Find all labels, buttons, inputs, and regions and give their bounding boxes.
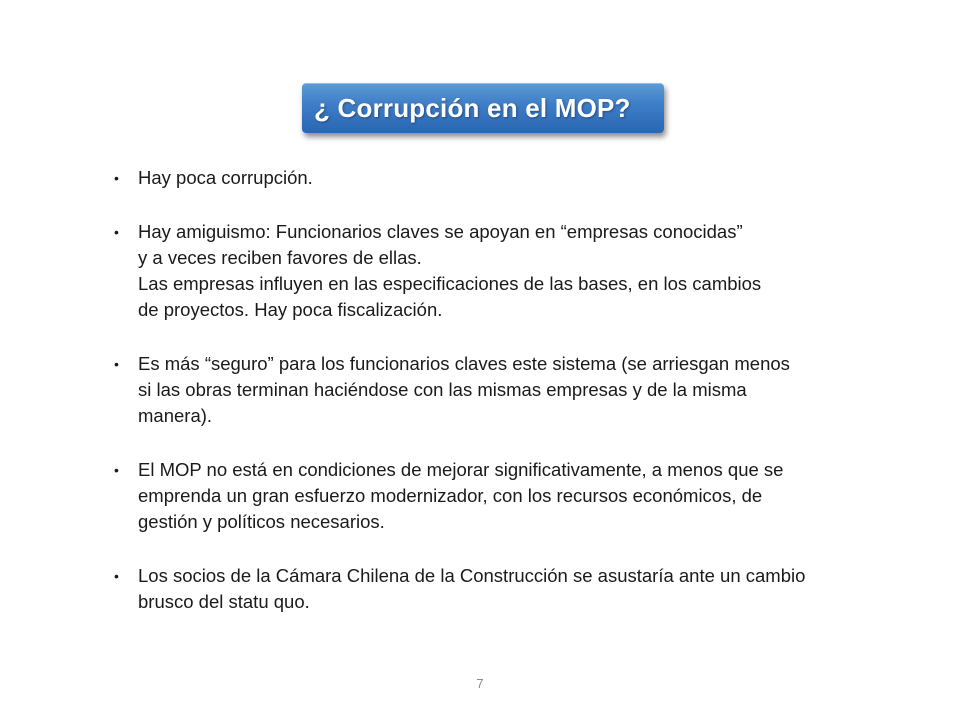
bullet-text-line: Hay amiguismo: Funcionarios claves se apoyan en “empresas conocidas” <box>138 221 743 242</box>
bullet-list <box>114 165 914 643</box>
bullet-icon: • <box>114 568 119 584</box>
bullet-text-line: si las obras terminan haciéndose con las mismas empresas y de la misma <box>138 379 747 400</box>
bullet-item-5 <box>114 563 914 615</box>
bullet-text-line: manera). <box>138 405 213 426</box>
bullet-item-3 <box>114 351 914 429</box>
bullet-text-line: Hay poca corrupción. <box>138 167 313 188</box>
bullet-text-line: gestión y políticos necesarios. <box>138 511 385 532</box>
slide-title: ¿ Corrupción en el MOP? <box>314 92 631 123</box>
bullet-text-line: Es más “seguro” para los funcionarios claves este sistema (se arriesgan menos <box>138 353 790 374</box>
bullet-icon: • <box>114 462 119 478</box>
bullet-item-2 <box>114 219 914 323</box>
bullet-item-1 <box>114 165 914 191</box>
bullet-icon: • <box>114 170 119 186</box>
bullet-text-line: emprenda un gran esfuerzo modernizador, con los recursos económicos, de <box>138 485 763 506</box>
bullet-text-line: Las empresas influyen en las especificaciones de las bases, en los cambios <box>138 273 762 294</box>
bullet-text-line: brusco del statu quo. <box>138 591 310 612</box>
bullet-icon: • <box>114 224 119 240</box>
bullet-text-line: El MOP no está en condiciones de mejorar significativamente, a menos que se <box>138 459 784 480</box>
bullet-text-line: y a veces reciben favores de ellas. <box>138 247 422 268</box>
page-number: 7 <box>476 676 484 691</box>
title-banner <box>302 83 664 133</box>
bullet-icon: • <box>114 356 119 372</box>
bullet-text-line: Los socios de la Cámara Chilena de la Construcción se asustaría ante un cambio <box>138 565 806 586</box>
bullet-item-4 <box>114 457 914 535</box>
bullet-text-line: de proyectos. Hay poca fiscalización. <box>138 299 443 320</box>
